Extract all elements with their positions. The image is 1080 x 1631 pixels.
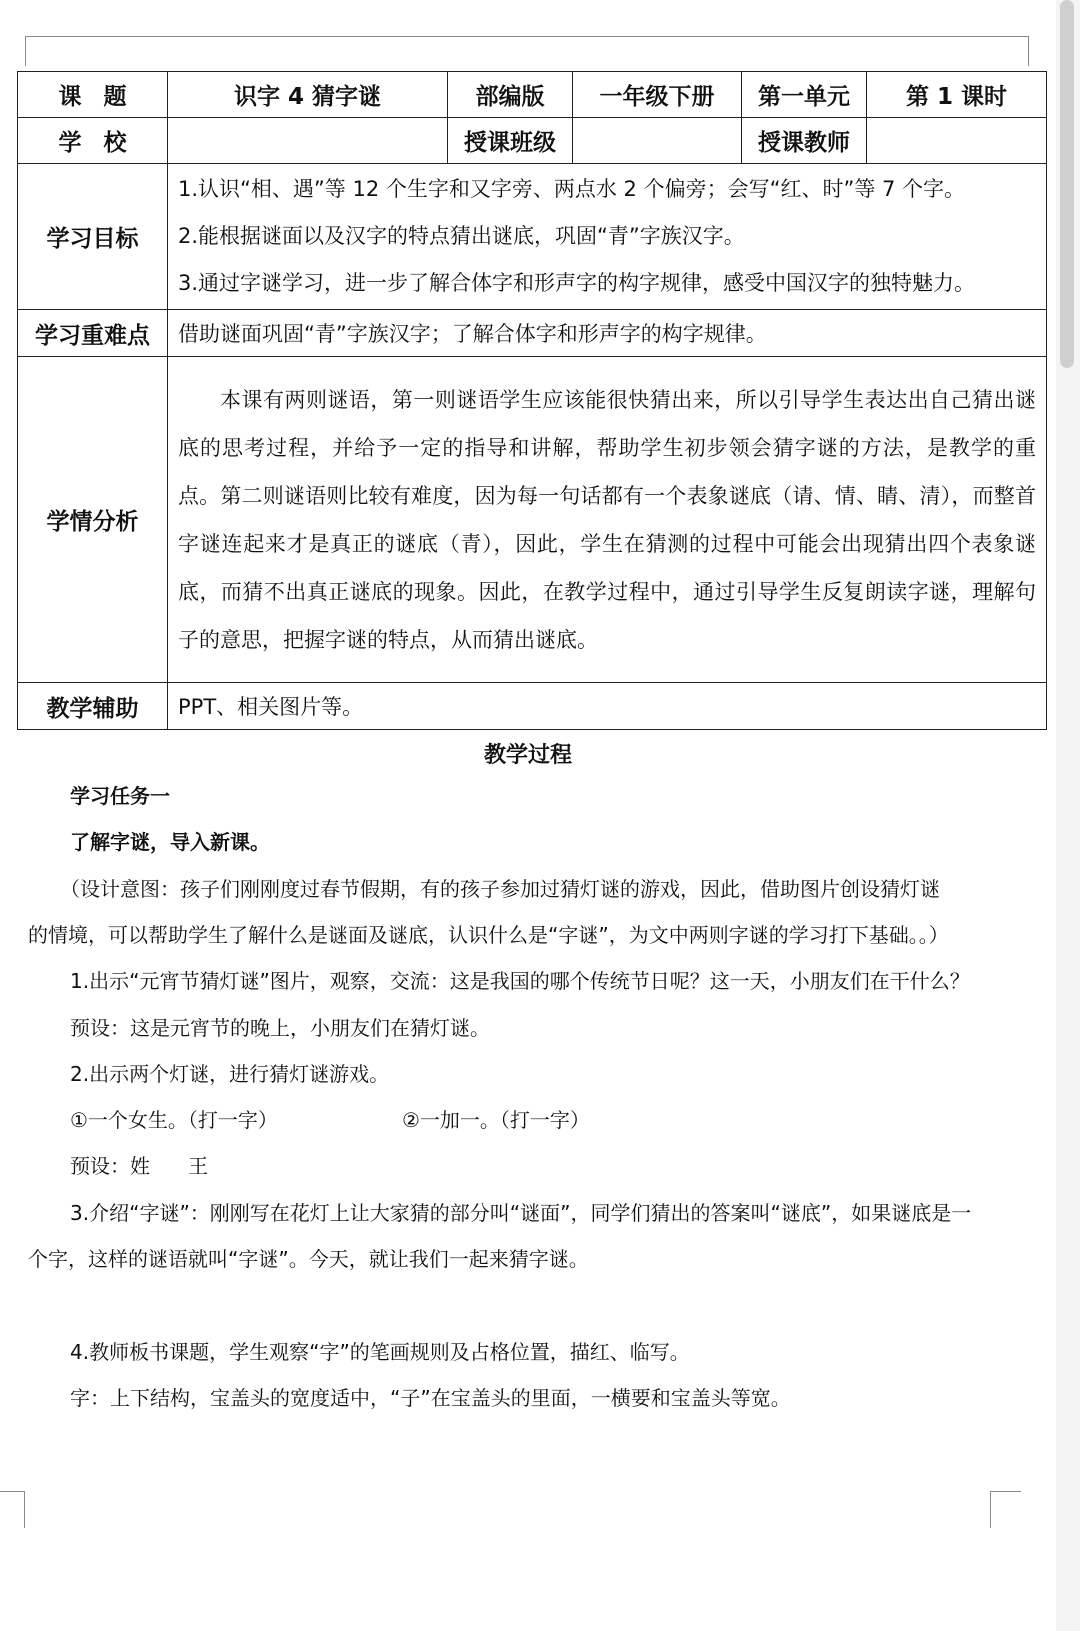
topic-cell: 识字 4 猜字谜 [168,72,448,118]
lesson-info-table [17,71,1047,730]
key-points-cell: 借助谜面巩固“青”字族汉字；了解合体字和形声字的构字规律。 [168,310,1047,357]
analysis-text: 本课有两则谜语，第一则谜语学生应该能很快猜出来，所以引导学生表达出自己猜出谜底的思考过程，并给予一定的指导和讲解，帮助学生初步领会猜字谜的方法，是教学的重点。第二则谜语则比较有难度，因为每一句话都有一个表象谜底（请、情、睛、清），而整首字谜连起来才是真正的谜底（青），因此，学生在猜测的过程中可能会出现猜出四个表象谜底，而猜不出真正谜底的现象。因此，在教学过程中，通过引导学生反复朗读字谜，理解句子的意思，把握字谜的特点，从而猜出谜底。 [178,387,1036,652]
table-row-topic [18,72,1047,118]
goal-item: 3.通过字谜学习，进一步了解合体字和形声字的构字规律，感受中国汉字的独特魅力。 [178,271,976,295]
page-corner-mark-left [0,1491,25,1528]
analysis-cell [168,357,1047,683]
table-row-school [18,118,1047,164]
grade-cell: 一年级下册 [573,72,742,118]
label-goals: 学习目标 [18,164,168,310]
label-analysis: 学情分析 [18,357,168,683]
edition-cell: 部编版 [448,72,573,118]
goal-item: 1.认识“相、遇”等 12 个生字和又字旁、两点水 2 个偏旁；会写“红、时”等 7 个字。 [178,177,966,201]
page-right-border [1028,36,1029,66]
table-row-goals [18,164,1047,310]
class-value [573,118,742,164]
step-3-line: 3.介绍“字谜”：刚刚写在花灯上让大家猜的部分叫“谜面”，同学们猜出的答案叫“谜底”，如果谜底是一 [70,1201,972,1225]
design-intent-line: 的情境，可以帮助学生了解什么是谜面及谜底，认识什么是“字谜”，为文中两则字谜的学习打下基础。。） [28,923,949,947]
table-row-analysis [18,357,1047,683]
label-aids: 教学辅助 [18,683,168,730]
step-2: 2.出示两个灯谜，进行猜灯谜游戏。 [70,1062,390,1086]
table-row-aids [18,683,1047,730]
riddle-1: ①一个女生。（打一字） [70,1108,278,1132]
scrollbar-thumb[interactable] [1060,0,1074,368]
process-title: 教学过程 [483,743,572,768]
label-class: 授课班级 [448,118,573,164]
task-title: 了解字谜，导入新课。 [70,830,270,854]
label-teacher: 授课教师 [742,118,867,164]
step-3-line: 个字，这样的谜语就叫“字谜”。今天，就让我们一起来猜字谜。 [28,1247,589,1271]
page-top-border [25,36,1028,37]
goal-item: 2.能根据谜面以及汉字的特点猜出谜底，巩固“青”字族汉字。 [178,224,745,248]
page-left-border [25,36,26,66]
riddle-2: ②一加一。（打一字） [402,1108,590,1132]
table-row-key-points [18,310,1047,357]
design-intent-line: （设计意图：孩子们刚刚度过春节假期，有的孩子参加过猜灯谜的游戏，因此，借助图片创设猜灯谜 [60,877,940,901]
label-topic: 课题 [18,72,168,118]
page-corner-mark-right [990,1491,1021,1528]
aids-cell: PPT、相关图片等。 [168,683,1047,730]
teacher-value [867,118,1047,164]
lesson-cell: 第 1 课时 [867,72,1047,118]
step-1-preset: 预设：这是元宵节的晚上，小朋友们在猜灯谜。 [70,1016,490,1040]
step-1: 1.出示“元宵节猜灯谜”图片，观察，交流：这是我国的哪个传统节日呢？这一天，小朋友们在干什么？ [70,969,970,993]
goals-cell [168,164,1047,310]
label-school: 学校 [18,118,168,164]
unit-cell: 第一单元 [742,72,867,118]
school-value [168,118,448,164]
step-4: 4.教师板书课题，学生观察“字”的笔画规则及占格位置，描红、临写。 [70,1340,690,1364]
task-label: 学习任务一 [70,784,170,808]
step-2-preset: 预设：姓 王 [70,1154,209,1178]
label-key-points: 学习重难点 [18,310,168,357]
step-4-note: 字：上下结构，宝盖头的宽度适中，“子”在宝盖头的里面，一横要和宝盖头等宽。 [70,1386,791,1410]
